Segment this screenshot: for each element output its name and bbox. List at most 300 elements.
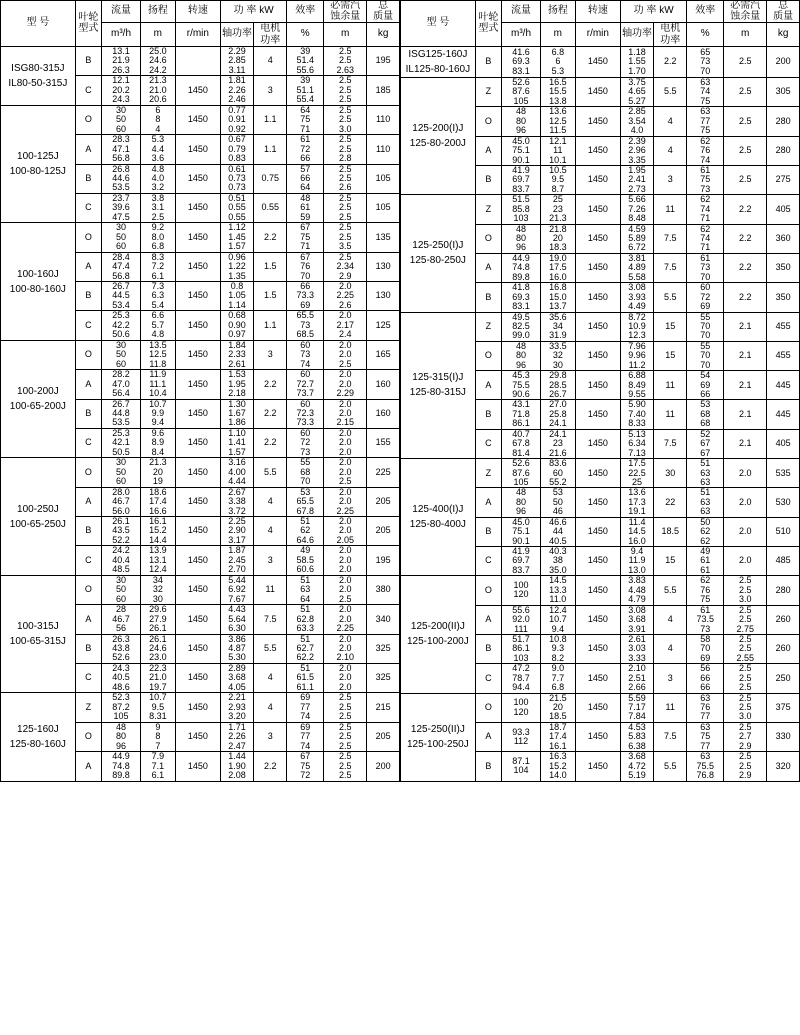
efficiency-values: 63 75 77 [687,722,724,751]
efficiency-values: 64 75 71 [287,105,324,134]
impeller-type: A [75,135,101,164]
flow-values: 48 80 96 [502,224,541,253]
shaft-power-values: 0.96 1.22 1.35 [220,252,253,281]
head-values: 19.0 17.5 16.0 [540,253,575,282]
weight-value: 110 [367,105,400,134]
efficiency-values: 57 66 64 [287,164,324,193]
efficiency-values: 50 62 62 [687,517,724,546]
impeller-type: C [75,663,101,692]
table-row [1,693,400,722]
efficiency-values: 56 66 66 [687,664,724,693]
header-shaft-power: 轴功率 [620,23,653,47]
efficiency-values: 49 61 61 [687,547,724,576]
motor-power-value: 3 [654,664,687,693]
motor-power-value: 2.2 [254,370,287,399]
header-speed-unit: r/min [575,23,620,47]
weight-value: 215 [367,693,400,722]
head-values: 10.5 9.5 8.7 [540,165,575,194]
flow-values: 23.7 39.6 47.5 [102,193,141,222]
efficiency-values: 69 77 74 [287,722,324,751]
head-values: 16.8 15.0 13.7 [540,283,575,312]
speed-value: 1450 [175,634,220,663]
weight-value: 205 [367,722,400,751]
header-efficiency: 效率 [687,1,724,23]
motor-power-value: 2.2 [654,47,687,78]
flow-values: 52.6 87.6 105 [502,459,541,488]
flow-values: 30 50 60 [102,458,141,487]
impeller-type: B [475,400,501,429]
flow-values: 44.9 74.8 89.8 [102,752,141,782]
npsh-values: 2.5 2.5 2.75 [724,605,767,634]
flow-values: 48 80 96 [502,341,541,370]
weight-value: 275 [767,165,800,194]
header-flow: 流量 [102,1,141,23]
npsh-values: 2.0 [724,459,767,488]
head-values: 6.6 5.7 4.8 [140,311,175,340]
weight-value: 380 [367,575,400,604]
motor-power-value: 4 [254,693,287,722]
npsh-values: 2.0 2.17 2.4 [324,311,367,340]
impeller-type: O [75,223,101,252]
shaft-power-values: 2.10 2.51 2.66 [620,664,653,693]
header-speed-unit: r/min [175,23,220,47]
efficiency-values: 49 58.5 60.6 [287,546,324,575]
flow-values: 47.2 78.7 94.4 [502,664,541,693]
speed-value: 1450 [175,575,220,604]
flow-values: 26.3 43.8 52.6 [102,634,141,663]
pump-model: 125-160J 125-80-160J [1,693,76,781]
efficiency-values: 39 51.4 55.6 [287,47,324,76]
shaft-power-values: 5.44 6.92 7.67 [220,575,253,604]
weight-value: 125 [367,311,400,340]
header-power: 功 率 kW [620,1,686,23]
efficiency-values: 61 75 73 [687,165,724,194]
header-weight: 总 质量 [367,1,400,23]
impeller-type: C [475,429,501,458]
head-values: 40.3 38 35.0 [540,547,575,576]
weight-value: 350 [767,283,800,312]
head-values: 11.9 11.1 10.4 [140,370,175,399]
motor-power-value: 11 [254,575,287,604]
efficiency-values: 54 69 66 [687,371,724,400]
flow-values: 28.3 47.1 56.8 [102,135,141,164]
motor-power-value: 1.5 [254,252,287,281]
shaft-power-values: 3.75 4.65 5.27 [620,78,653,107]
table-row [401,78,800,107]
motor-power-value: 30 [654,459,687,488]
npsh-values: 2.0 [724,547,767,576]
impeller-type: C [75,428,101,457]
pump-model: 100-315J 100-65-315J [1,575,76,693]
npsh-values: 2.0 [724,517,767,546]
speed-value: 1450 [175,223,220,252]
impeller-type: Z [475,78,501,107]
weight-value: 455 [767,312,800,341]
table-row [1,47,400,76]
flow-values: 24.3 40.5 48.6 [102,663,141,692]
npsh-values: 2.2 [724,253,767,282]
npsh-values: 2.0 2.0 2.5 [324,340,367,369]
speed-value: 1450 [575,224,620,253]
impeller-type: A [475,136,501,165]
speed-value: 1450 [175,546,220,575]
pump-model: ISG125-160J IL125-80-160J [401,47,476,78]
weight-value: 130 [367,252,400,281]
shaft-power-values: 8.72 10.9 12.3 [620,312,653,341]
motor-power-value: 2.2 [254,428,287,457]
impeller-type: O [75,722,101,751]
shaft-power-values: 1.10 1.41 1.57 [220,428,253,457]
npsh-values: 2.5 2.5 2.63 [324,47,367,76]
flow-values: 30 50 60 [102,223,141,252]
weight-value: 530 [767,488,800,517]
flow-values: 28.4 47.4 56.8 [102,252,141,281]
weight-value: 185 [367,76,400,105]
header-npsh-unit: m [324,23,367,47]
speed-value: 1450 [575,312,620,341]
flow-values: 30 50 60 [102,575,141,604]
speed-value: 1450 [575,664,620,693]
flow-values: 52.6 87.6 105 [502,78,541,107]
flow-values: 55.6 92.0 111 [502,605,541,634]
npsh-values: 2.5 [724,136,767,165]
motor-power-value: 2.2 [254,752,287,782]
flow-values: 26.7 44.8 53.5 [102,399,141,428]
motor-power-value: 7.5 [654,429,687,458]
shaft-power-values: 3.08 3.93 4.49 [620,283,653,312]
weight-value: 325 [367,634,400,663]
efficiency-values: 48 61 59 [287,193,324,222]
flow-values: 41.6 69.3 83.1 [502,47,541,78]
header-efficiency: 效率 [287,1,324,23]
npsh-values: 2.2 [724,224,767,253]
header-speed: 转速 [175,1,220,23]
table-row [401,195,800,224]
motor-power-value: 1.1 [254,105,287,134]
npsh-values: 2.1 [724,371,767,400]
speed-value: 1450 [575,136,620,165]
efficiency-values: 51 63 63 [687,488,724,517]
weight-value: 260 [767,634,800,663]
head-values: 21.3 21.0 20.6 [140,76,175,105]
weight-value: 280 [767,136,800,165]
efficiency-values: 55 68 70 [287,458,324,487]
motor-power-value: 3 [654,165,687,194]
impeller-type: O [475,107,501,136]
head-values: 10.7 9.5 8.31 [140,693,175,722]
flow-values: 13.1 21.9 26.3 [102,47,141,76]
header-shaft-power: 轴功率 [220,23,253,47]
shaft-power-values: 4.53 5.83 6.38 [620,722,653,751]
flow-values: 52.3 87.2 105 [102,693,141,722]
table-row [1,223,400,252]
impeller-type: A [475,371,501,400]
motor-power-value: 22 [654,488,687,517]
speed-value: 1450 [575,576,620,605]
flow-values: 49.5 82.5 99.0 [502,312,541,341]
flow-values: 12.1 20.2 24.3 [102,76,141,105]
motor-power-value: 4 [654,605,687,634]
weight-value: 455 [767,341,800,370]
impeller-type: B [75,634,101,663]
pump-model: 125-200(II)J 125-100-200J [401,576,476,693]
npsh-values: 2.5 2.5 2.9 [724,752,767,781]
shaft-power-values: 2.39 2.96 3.35 [620,136,653,165]
shaft-power-values: 3.86 4.87 5.30 [220,634,253,663]
impeller-type: C [75,546,101,575]
head-values: 3.8 3.1 2.5 [140,193,175,222]
weight-value: 250 [767,664,800,693]
weight-value: 280 [767,107,800,136]
efficiency-values: 53 65.5 67.8 [287,487,324,516]
motor-power-value: 11 [654,400,687,429]
npsh-values: 2.0 2.0 2.0 [324,428,367,457]
npsh-values: 2.5 2.34 2.9 [324,252,367,281]
motor-power-value: 2.2 [254,399,287,428]
npsh-values: 2.5 2.5 2.5 [324,76,367,105]
efficiency-values: 63 74 75 [687,78,724,107]
motor-power-value: 4 [654,136,687,165]
flow-values: 45.0 75.1 90.1 [502,136,541,165]
npsh-values: 2.0 2.0 2.5 [324,575,367,604]
motor-power-value: 5.5 [254,634,287,663]
impeller-type: Z [475,195,501,224]
pump-model: 125-250(II)J 125-100-250J [401,693,476,781]
weight-value: 205 [367,517,400,546]
flow-values: 48 80 96 [502,488,541,517]
shaft-power-values: 11.4 14.5 16.0 [620,517,653,546]
speed-value: 1450 [175,399,220,428]
header-head-unit: m [140,23,175,47]
header-model: 型 号 [401,1,476,47]
head-values: 13.5 12.5 11.8 [140,340,175,369]
head-values: 4.8 4.0 3.2 [140,164,175,193]
table-row [401,312,800,341]
head-values: 21.8 20 18.3 [540,224,575,253]
speed-value: 1450 [575,459,620,488]
speed-value: 1450 [175,370,220,399]
efficiency-values: 51 62.7 62.2 [287,634,324,663]
shaft-power-values: 3.68 4.72 5.19 [620,752,653,781]
head-values: 27.0 25.8 24.1 [540,400,575,429]
speed-value: 1450 [175,693,220,722]
impeller-type: B [75,47,101,76]
npsh-values: 2.2 [724,195,767,224]
npsh-values: 2.5 2.5 2.5 [724,664,767,693]
head-values: 12.4 10.7 9.4 [540,605,575,634]
head-values: 10.7 9.9 9.4 [140,399,175,428]
flow-values: 45.3 75.5 90.6 [502,371,541,400]
weight-value: 510 [767,517,800,546]
pump-table-left [0,0,400,782]
table-row [401,47,800,78]
weight-value: 375 [767,693,800,722]
head-values: 83.6 60 55.2 [540,459,575,488]
impeller-type: B [75,282,101,311]
head-values: 8.3 7.2 6.1 [140,252,175,281]
motor-power-value: 0.55 [254,193,287,222]
speed-value: 1450 [575,341,620,370]
motor-power-value: 1.5 [254,282,287,311]
speed-value: 1450 [175,722,220,751]
impeller-type: B [75,517,101,546]
flow-values: 41.8 69.3 83.1 [502,283,541,312]
shaft-power-values: 0.67 0.79 0.83 [220,135,253,164]
motor-power-value: 15 [654,312,687,341]
shaft-power-values: 2.89 3.68 4.05 [220,663,253,692]
npsh-values: 2.5 2.5 2.5 [324,193,367,222]
head-values: 35.6 34 31.9 [540,312,575,341]
head-values: 25.0 24.6 24.2 [140,47,175,76]
shaft-power-values: 17.5 22.5 25 [620,459,653,488]
table-row [1,458,400,487]
impeller-type: B [475,752,501,781]
shaft-power-values: 6.88 8.49 9.55 [620,371,653,400]
npsh-values: 2.0 2.0 2.25 [324,487,367,516]
shaft-power-values: 9.4 11.9 13.0 [620,547,653,576]
impeller-type: C [75,311,101,340]
flow-values: 45.0 75.1 90.1 [502,517,541,546]
impeller-type: O [475,341,501,370]
speed-value: 1450 [175,252,220,281]
flow-values: 26.1 43.5 52.2 [102,517,141,546]
shaft-power-values: 4.43 5.64 6.30 [220,605,253,634]
flow-values: 24.2 40.4 48.5 [102,546,141,575]
npsh-values: 2.0 2.0 2.25 [324,605,367,634]
weight-value: 110 [367,135,400,164]
motor-power-value: 5.5 [654,752,687,781]
pump-model: 100-160J 100-80-160J [1,223,76,341]
head-values: 5.3 4.4 3.6 [140,135,175,164]
shaft-power-values: 1.87 2.45 2.70 [220,546,253,575]
npsh-values: 2.1 [724,341,767,370]
shaft-power-values: 1.30 1.67 1.86 [220,399,253,428]
efficiency-values: 60 72.7 73.7 [287,370,324,399]
efficiency-values: 66 73.3 69 [287,282,324,311]
shaft-power-values: 2.61 3.03 3.33 [620,634,653,663]
motor-power-value: 3 [254,76,287,105]
shaft-power-values: 5.66 7.26 8.48 [620,195,653,224]
header-power: 功 率 kW [220,1,286,23]
shaft-power-values: 5.90 7.40 8.33 [620,400,653,429]
shaft-power-values: 7.96 9.96 11.2 [620,341,653,370]
weight-value: 445 [767,371,800,400]
npsh-values: 2.0 2.0 2.15 [324,399,367,428]
efficiency-values: 67 75 72 [287,752,324,782]
shaft-power-values: 4.59 5.89 6.72 [620,224,653,253]
header-weight-unit: kg [767,23,800,47]
header-eff-unit: % [287,23,324,47]
efficiency-values: 62 74 71 [687,195,724,224]
flow-values: 51.5 85.8 103 [502,195,541,224]
efficiency-values: 55 70 70 [687,312,724,341]
shaft-power-values: 0.77 0.91 0.92 [220,105,253,134]
efficiency-values: 62 74 71 [687,224,724,253]
motor-power-value: 15 [654,547,687,576]
head-values: 14.5 13.3 11.0 [540,576,575,605]
shaft-power-values: 0.68 0.90 0.97 [220,311,253,340]
motor-power-value: 1.1 [254,311,287,340]
header-weight: 总 质量 [767,1,800,23]
pump-model: 125-250(I)J 125-80-250J [401,195,476,312]
pump-table-right [400,0,800,782]
head-values: 13.6 12.5 11.5 [540,107,575,136]
speed-value: 1450 [575,722,620,751]
table-row [401,576,800,605]
shaft-power-values: 5.59 7.17 7.84 [620,693,653,722]
efficiency-values: 63 77 75 [687,107,724,136]
npsh-values: 2.5 [724,107,767,136]
weight-value: 195 [367,546,400,575]
header-speed: 转速 [575,1,620,23]
head-values: 25 23 21.3 [540,195,575,224]
weight-value: 485 [767,547,800,576]
npsh-values: 2.5 2.5 3.5 [324,223,367,252]
weight-value: 165 [367,340,400,369]
weight-value: 160 [367,370,400,399]
efficiency-values: 65.5 73 68.5 [287,311,324,340]
efficiency-values: 60 72 69 [687,283,724,312]
speed-value: 1450 [575,47,620,78]
weight-value: 320 [767,752,800,781]
head-values: 7.9 7.1 6.1 [140,752,175,782]
shaft-power-values: 0.51 0.55 0.55 [220,193,253,222]
efficiency-values: 67 75 71 [287,223,324,252]
header-eff-unit: % [687,23,724,47]
shaft-power-values: 0.8 1.05 1.14 [220,282,253,311]
head-values: 10.8 9.3 8.2 [540,634,575,663]
speed-value: 1450 [175,605,220,634]
speed-value: 1450 [175,340,220,369]
motor-power-value: 5.5 [654,78,687,107]
speed-value: 1450 [575,195,620,224]
flow-values: 44.9 74.8 89.8 [502,253,541,282]
weight-value: 330 [767,722,800,751]
efficiency-values: 55 70 70 [687,341,724,370]
motor-power-value: 4 [254,663,287,692]
motor-power-value: 11 [654,195,687,224]
motor-power-value: 11 [654,371,687,400]
shaft-power-values: 3.81 4.89 5.58 [620,253,653,282]
shaft-power-values: 5.13 6.34 7.13 [620,429,653,458]
weight-value: 305 [767,78,800,107]
shaft-power-values: 1.44 1.90 2.08 [220,752,253,782]
flow-values: 28 46.7 56 [102,605,141,634]
table-row [1,575,400,604]
impeller-type: O [475,576,501,605]
efficiency-values: 61 73.5 73 [687,605,724,634]
shaft-power-values: 1.12 1.45 1.57 [220,223,253,252]
weight-value: 225 [367,458,400,487]
impeller-type: B [475,165,501,194]
flow-values: 25.3 42.1 50.5 [102,428,141,457]
head-values: 29.6 27.9 26.1 [140,605,175,634]
weight-value: 360 [767,224,800,253]
impeller-type: B [475,283,501,312]
speed-value: 1450 [175,105,220,134]
shaft-power-values: 1.53 1.95 2.18 [220,370,253,399]
shaft-power-values: 1.18 1.55 1.70 [620,47,653,78]
impeller-type: A [75,252,101,281]
speed-value: 1450 [575,253,620,282]
weight-value: 205 [367,487,400,516]
speed-value: 1450 [575,634,620,663]
npsh-values: 2.0 [724,488,767,517]
efficiency-values: 52 67 67 [687,429,724,458]
efficiency-values: 51 63 64 [287,575,324,604]
table-header [401,1,800,47]
impeller-type: O [75,340,101,369]
